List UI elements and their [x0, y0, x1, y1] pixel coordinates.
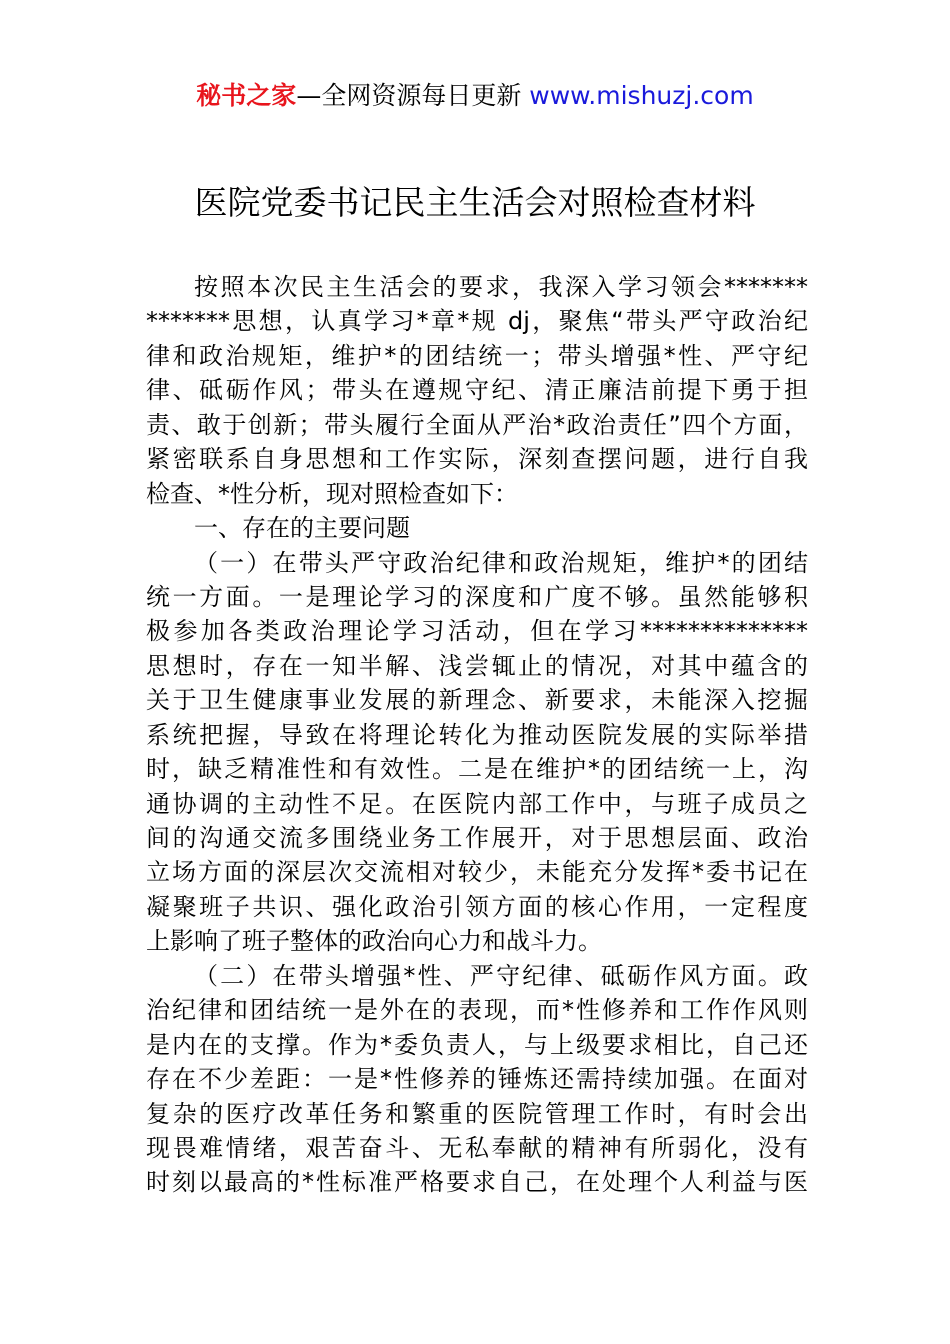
paragraph-line: 立场方面的深层次交流相对较少，未能充分发挥*委书记在: [146, 858, 808, 887]
document-title: 医院党委书记民主生活会对照检查材料: [194, 183, 756, 222]
paragraph-line: 现畏难情绪，艰苦奋斗、无私奉献的精神有所弱化，没有: [146, 1133, 808, 1162]
paragraph-line: 时，缺乏精准性和有效性。二是在维护*的团结统一上，沟: [146, 755, 808, 784]
paragraph-line: 统一方面。一是理论学习的深度和广度不够。虽然能够积: [146, 582, 808, 611]
paragraph-line: 系统把握，导致在将理论转化为推动医院发展的实际举措: [146, 720, 808, 749]
section-heading: 一、存在的主要问题: [194, 514, 410, 543]
paragraph-line: （一）在带头严守政治纪律和政治规矩，维护*的团结: [194, 548, 808, 577]
paragraph-line: 检查、*性分析，现对照检查如下：: [146, 479, 518, 508]
paragraph-line: 紧密联系自身思想和工作实际，深刻查摆问题，进行自我: [146, 445, 808, 474]
paragraph-line: 责、敢于创新；带头履行全面从严治*政治责任”四个方面，: [146, 410, 808, 439]
paragraph-line: 律、砥砺作风；带头在遵规守纪、清正廉洁前提下勇于担: [146, 376, 808, 405]
site-url-link[interactable]: www.mishuzj.com: [529, 81, 754, 110]
site-tagline: —全网资源每日更新: [296, 81, 530, 110]
paragraph-line: 思想时，存在一知半解、浅尝辄止的情况，对其中蕴含的: [146, 651, 808, 680]
paragraph-line: 间的沟通交流多围绕业务工作展开，对于思想层面、政治: [146, 824, 808, 852]
paragraph-line: （二）在带头增强*性、严守纪律、砥砺作风方面。政: [194, 961, 808, 990]
paragraph-line: 时刻以最高的*性标准严格要求自己，在处理个人利益与医: [146, 1168, 808, 1197]
paragraph-line: 凝聚班子共识、强化政治引领方面的核心作用，一定程度: [146, 892, 808, 921]
paragraph-line: *******思想，认真学习*章*规 dj，聚焦“带头严守政治纪: [146, 307, 808, 336]
paragraph-line: 存在不少差距：一是*性修养的锤炼还需持续加强。在面对: [146, 1065, 808, 1094]
site-header: [0, 78, 950, 114]
paragraph-line: 治纪律和团结统一是外在的表现，而*性修养和工作作风则: [146, 996, 808, 1025]
document-body: [146, 270, 808, 1200]
paragraph-line: 通协调的主动性不足。在医院内部工作中，与班子成员之: [146, 789, 808, 818]
paragraph-line: 极参加各类政治理论学习活动，但在学习**************: [146, 617, 808, 646]
site-brand: 秘书之家: [196, 81, 297, 110]
paragraph-line: 复杂的医疗改革任务和繁重的医院管理工作时，有时会出: [146, 1099, 808, 1128]
paragraph-line: 上影响了班子整体的政治向心力和战斗力。: [146, 927, 602, 956]
paragraph-line: 关于卫生健康事业发展的新理念、新要求，未能深入挖掘: [146, 686, 808, 715]
paragraph-line: 是内在的支撑。作为*委负责人，与上级要求相比，自己还: [146, 1030, 808, 1059]
paragraph-line: 按照本次民主生活会的要求，我深入学习领会*******: [194, 273, 808, 301]
paragraph-line: 律和政治规矩，维护*的团结统一；带头增强*性、严守纪: [146, 341, 808, 370]
